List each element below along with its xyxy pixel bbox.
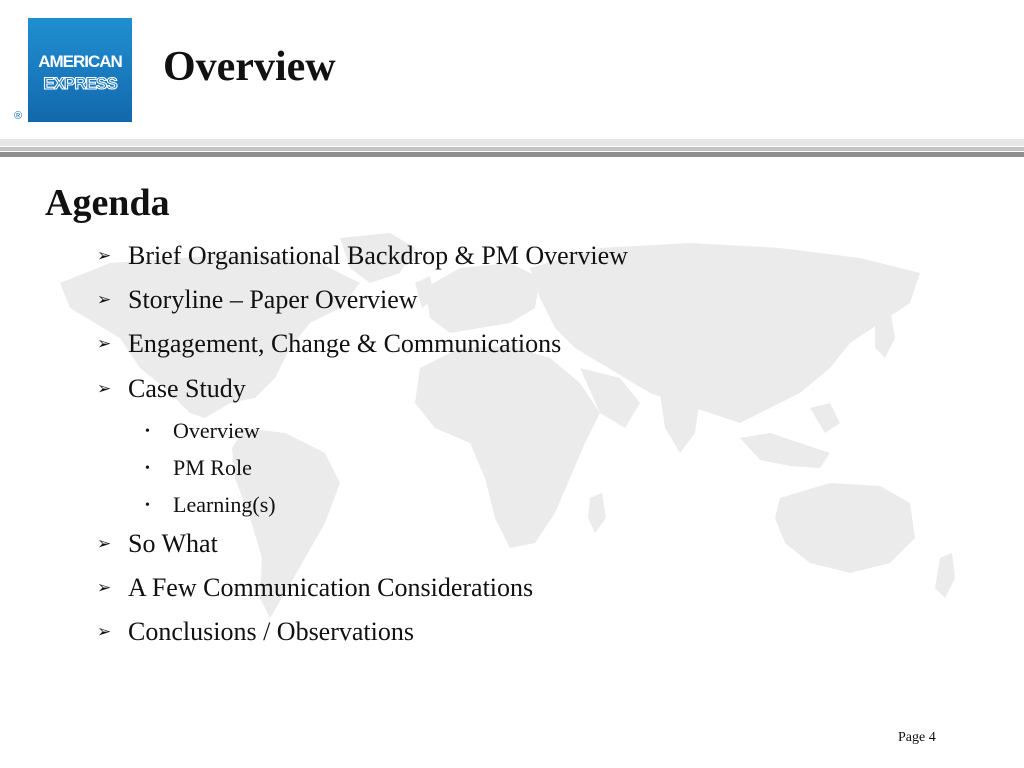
list-item-label: Engagement, Change & Communications [128,329,562,358]
page-number: Page 4 [898,730,936,745]
sub-list-item [145,457,252,479]
logo-text-line-1: AMERICAN [38,52,122,71]
list-item-label: Case Study [128,374,246,403]
sub-list-item-label: Learning(s) [173,492,276,517]
list-item-label: A Few Communication Considerations [128,573,534,602]
dot-bullet-icon: • [145,498,150,513]
dot-bullet-icon: • [145,461,150,476]
list-item-label: Conclusions / Observations [128,617,414,646]
sub-list-item [145,494,276,516]
list-item [97,575,533,601]
header-divider-dark [0,152,1024,157]
list-item [97,243,628,269]
logo-text-line-2: EXPRESS [43,74,117,93]
sub-list-item-label: PM Role [173,455,252,480]
header-divider-mid [0,147,1024,151]
registered-mark: ® [14,110,23,122]
arrow-bullet-icon: ➢ [97,379,112,398]
arrow-bullet-icon: ➢ [97,290,112,309]
list-item [97,531,218,557]
list-item [97,331,561,357]
sub-list-item [145,420,260,442]
arrow-bullet-icon: ➢ [97,334,112,353]
list-item-label: So What [128,529,218,558]
list-item [97,619,414,645]
arrow-bullet-icon: ➢ [97,622,112,641]
arrow-bullet-icon: ➢ [97,534,112,553]
agenda-heading: Agenda [45,182,170,224]
list-item-label: Brief Organisational Backdrop & PM Overview [128,241,628,270]
arrow-bullet-icon: ➢ [97,246,112,265]
header-divider-light [0,139,1024,146]
list-item [97,376,246,402]
american-express-logo [28,18,132,122]
sub-list-item-label: Overview [173,418,260,443]
list-item-label: Storyline – Paper Overview [128,285,418,314]
dot-bullet-icon: • [145,424,150,439]
list-item [97,287,418,313]
page-title: Overview [163,44,336,90]
arrow-bullet-icon: ➢ [97,578,112,597]
